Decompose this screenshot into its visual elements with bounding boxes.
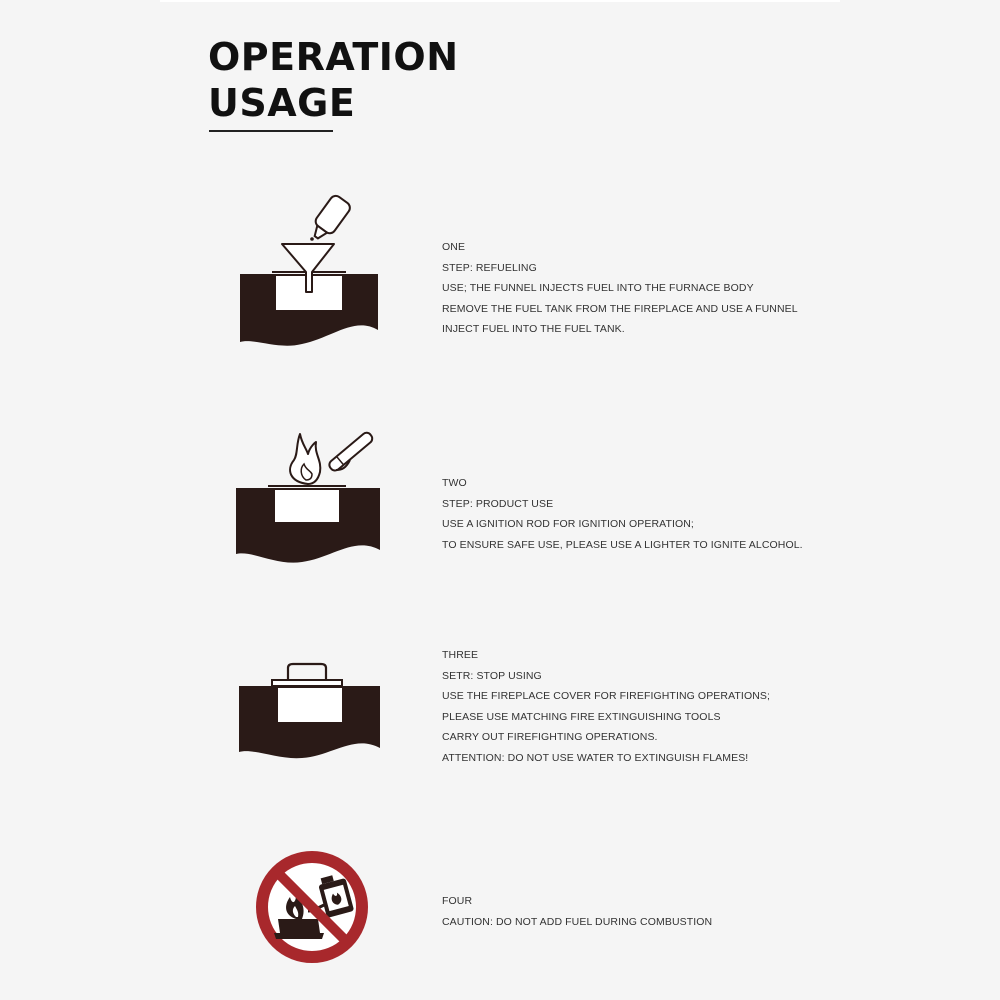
step-one-line: REMOVE THE FUEL TANK FROM THE FIREPLACE AND USE A FUNNEL	[442, 302, 798, 315]
refueling-funnel-icon	[236, 192, 386, 352]
step-two-text	[442, 473, 803, 555]
step-three-line: SETR: STOP USING	[442, 669, 542, 682]
step-two-line: USE A IGNITION ROD FOR IGNITION OPERATION;	[442, 518, 694, 531]
step-three-text	[442, 645, 770, 769]
step-two-line: STEP: PRODUCT USE	[442, 497, 554, 510]
step-four-line: FOUR	[442, 895, 473, 907]
fireplace-cover-icon	[236, 660, 386, 764]
no-refuel-during-combustion-icon	[254, 849, 370, 965]
page-title	[208, 34, 459, 126]
step-three-line: THREE	[442, 649, 479, 661]
step-three-line: PLEASE USE MATCHING FIRE EXTINGUISHING TOOLS	[442, 710, 721, 723]
step-two-line: TO ENSURE SAFE USE, PLEASE USE A LIGHTER TO IGNITE ALCOHOL.	[442, 538, 803, 551]
step-one-text	[442, 237, 798, 340]
step-three-line: ATTENTION: DO NOT USE WATER TO EXTINGUISH FLAMES!	[442, 751, 749, 764]
step-four-text	[442, 891, 712, 932]
title-underline	[209, 130, 333, 132]
title-line-2: USAGE	[208, 81, 356, 125]
step-two-line: TWO	[442, 477, 467, 489]
title-line-1: OPERATION	[208, 35, 459, 79]
step-one-line: STEP: REFUELING	[442, 261, 537, 274]
step-one-line: INJECT FUEL INTO THE FUEL TANK.	[442, 323, 625, 336]
step-four-line: CAUTION: DO NOT ADD FUEL DURING COMBUSTION	[442, 915, 713, 928]
step-one-line: USE; THE FUNNEL INJECTS FUEL INTO THE FURNACE BODY	[442, 282, 754, 295]
top-divider	[160, 0, 840, 2]
step-one-line: ONE	[442, 241, 466, 253]
step-three-line: CARRY OUT FIREFIGHTING OPERATIONS.	[442, 731, 658, 744]
step-three-line: USE THE FIREPLACE COVER FOR FIREFIGHTING OPERATIONS;	[442, 690, 771, 703]
ignition-rod-flame-icon	[232, 420, 392, 570]
